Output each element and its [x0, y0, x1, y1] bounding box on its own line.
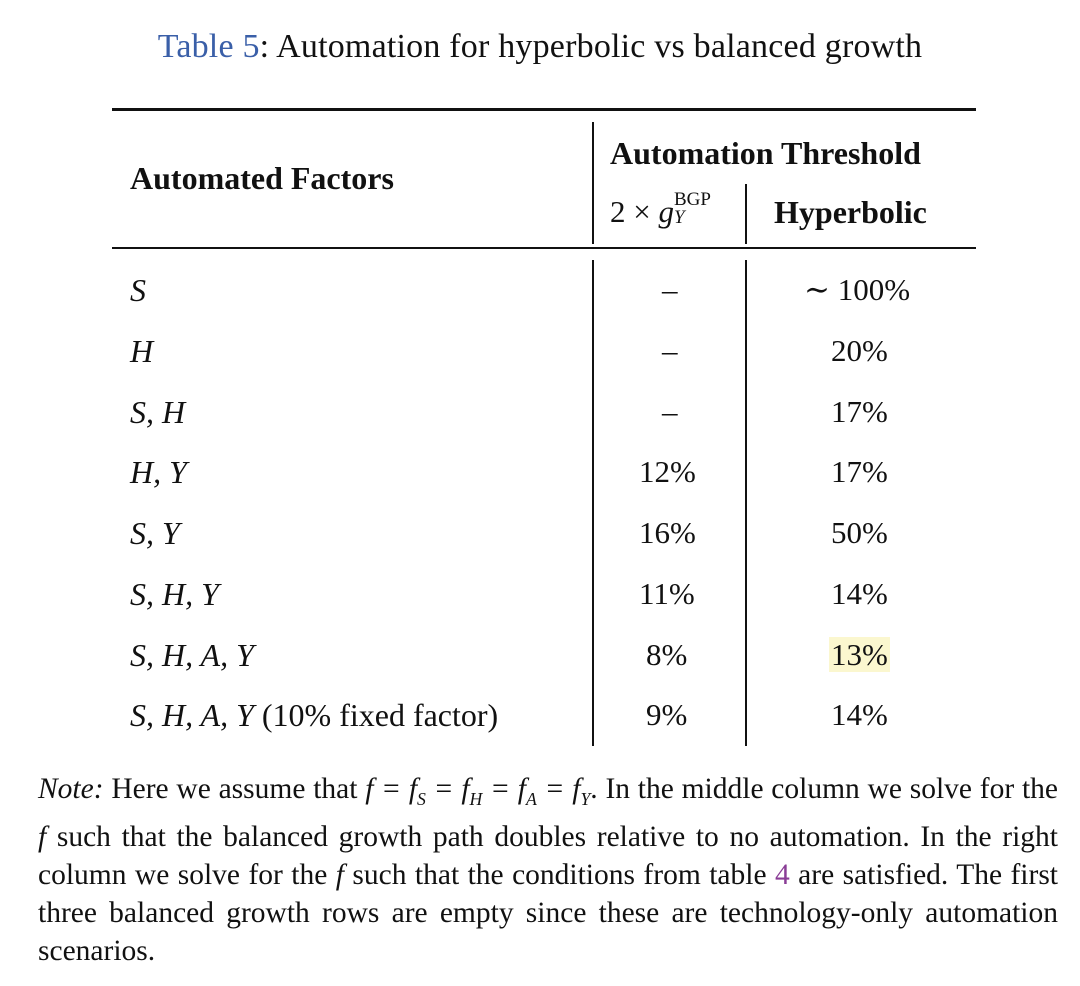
header-rule — [112, 247, 976, 249]
row-hyperbolic-value: ∼ 100% — [804, 272, 911, 307]
row-hyperbolic-value: 17% — [831, 394, 888, 429]
row-bgp-value: 16% — [639, 515, 696, 550]
caption-table-number: Table 5 — [157, 28, 260, 65]
row-factors-suffix: (10% fixed factor) — [253, 697, 499, 733]
note-text-2: . In the middle column we solve for the — [590, 773, 1058, 805]
row-factors: S, H, Y — [130, 576, 219, 612]
note-f-2: f — [335, 858, 344, 891]
top-rule — [112, 108, 976, 111]
note-text-3: such that the balanced growth path doubles relative to no automation. In the right column we solve for the — [38, 820, 1058, 891]
row-factors — [130, 697, 498, 734]
header-automation-threshold: Automation Threshold — [610, 135, 921, 171]
row-factors: H — [130, 333, 154, 369]
note-f-1: f — [38, 820, 47, 853]
row-bgp-value: 9% — [646, 697, 688, 732]
row-bgp-value: 11% — [639, 576, 695, 611]
row-bgp-value: – — [662, 394, 678, 429]
vline-right-body — [745, 260, 747, 746]
row-bgp-value: 12% — [639, 454, 696, 489]
row-factors: H, Y — [130, 454, 187, 490]
row-factors: S — [130, 272, 146, 308]
table-caption — [0, 28, 1080, 66]
vline-right-header — [745, 184, 747, 244]
header-bgp-sup: BGP — [673, 188, 711, 210]
header-hyperbolic: Hyperbolic — [774, 194, 927, 230]
row-hyperbolic-value — [829, 637, 890, 673]
row-hyperbolic-value: 50% — [831, 515, 888, 550]
header-bgp-sub: Y — [673, 206, 685, 228]
highlighted-value: 13% — [831, 637, 888, 672]
header-bgp-var: g — [658, 194, 674, 229]
note-text-1: Here we assume that — [103, 773, 366, 805]
row-hyperbolic-value: 14% — [831, 697, 888, 732]
header-automated-factors: Automated Factors — [130, 160, 394, 196]
row-factors: S, H — [130, 394, 186, 430]
note-equation: $f = f_S = f_H = f_A = f_Y$ — [365, 773, 591, 809]
vline-left-header — [592, 122, 594, 244]
row-factors: S, H, A, Y — [130, 637, 254, 673]
header-bgp — [610, 188, 711, 233]
row-hyperbolic-value: 17% — [831, 454, 888, 489]
note-table-ref: 4 — [774, 858, 790, 891]
note-text-4: such that the conditions from table — [343, 858, 775, 891]
header-bgp-prefix: 2 × — [610, 194, 651, 229]
row-factors-vars: S, H, A, Y — [130, 697, 254, 733]
table-note — [38, 770, 1058, 970]
note-text-5: are satisfied. The first three balanced growth rows are empty since these are technology-only automation scenarios. — [38, 858, 1059, 967]
row-hyperbolic-value: 14% — [831, 576, 888, 611]
row-factors: S, Y — [130, 515, 180, 551]
row-bgp-value: – — [662, 272, 678, 307]
caption-text: : Automation for hyperbolic vs balanced growth — [259, 28, 923, 65]
row-bgp-value: 8% — [646, 637, 688, 672]
row-hyperbolic-value: 20% — [831, 333, 888, 368]
row-bgp-value: – — [662, 333, 678, 368]
vline-left-body — [592, 260, 594, 746]
note-label: Note: — [38, 773, 104, 805]
